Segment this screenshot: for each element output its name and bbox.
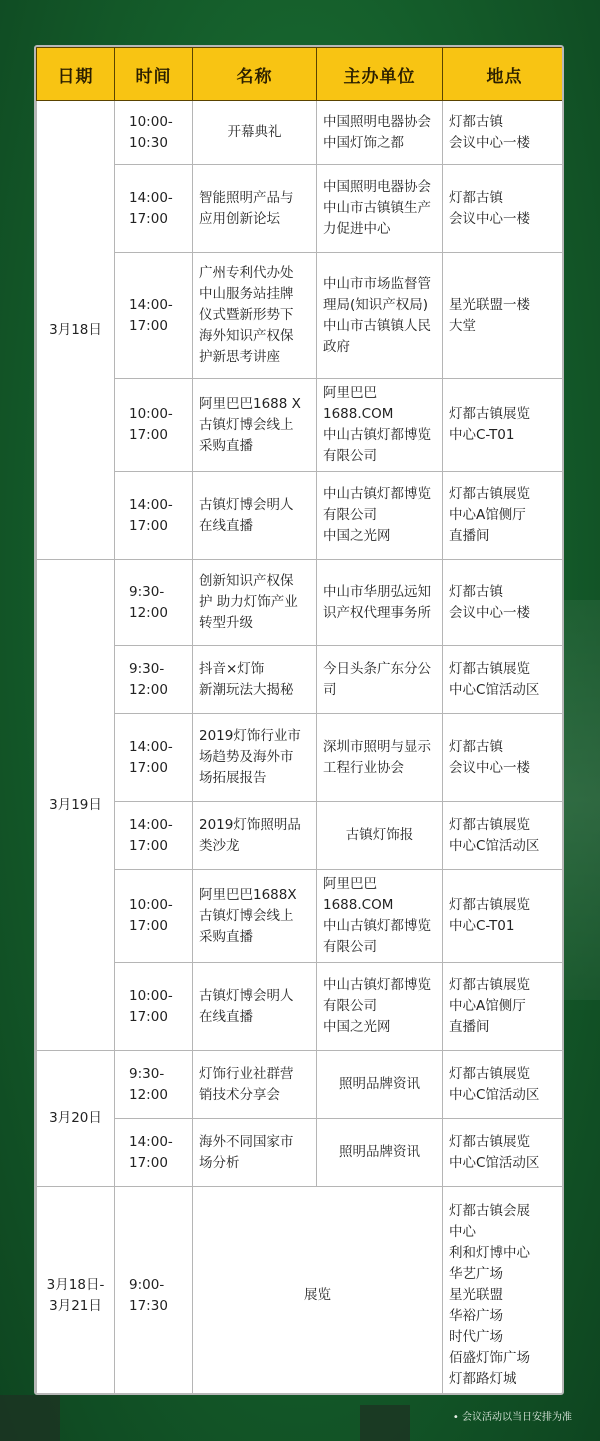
table-row xyxy=(37,802,565,870)
table-row xyxy=(37,1187,565,1396)
event-name-cell-line: 护 助力灯饰产业 xyxy=(199,594,298,610)
time-cell-line: 17:00 xyxy=(129,759,168,776)
time-cell-line: 17:00 xyxy=(129,517,168,534)
location-cell-line: 中心C馆活动区 xyxy=(449,837,540,854)
organizer-cell-line: 今日头条广东分公 xyxy=(323,660,431,677)
table-row xyxy=(37,1119,565,1187)
organizer-cell xyxy=(317,646,443,714)
event-name-cell xyxy=(193,379,317,472)
time-cell-line: 17:00 xyxy=(129,1154,168,1171)
organizer-cell xyxy=(317,379,443,472)
time-cell-line: 10:30 xyxy=(129,134,168,151)
event-name-cell xyxy=(193,714,317,802)
event-name-cell-line: 新潮玩法大揭秘 xyxy=(199,681,294,698)
time-cell xyxy=(115,472,193,560)
time-cell xyxy=(115,101,193,165)
schedule-card xyxy=(34,45,564,1395)
time-cell-line: 17:00 xyxy=(129,210,168,227)
event-name-cell-line: 在线直播 xyxy=(199,1008,253,1025)
time-cell xyxy=(115,165,193,253)
table-row xyxy=(37,165,565,253)
time-cell-line: 14:00- xyxy=(129,189,173,206)
schedule-table xyxy=(36,47,564,1395)
location-cell-line: 灯都古镇展览 xyxy=(449,1133,530,1150)
time-cell xyxy=(115,1051,193,1119)
event-name-cell-line: 场分析 xyxy=(199,1154,240,1171)
time-cell xyxy=(115,1187,193,1396)
location-cell-line: 灯都古镇展览 xyxy=(449,897,530,913)
location-cell-line: 利和灯博中心 xyxy=(449,1245,530,1261)
organizer-cell-line: 识产权代理事务所 xyxy=(323,604,431,621)
location-cell xyxy=(443,646,565,714)
time-cell-line: 14:00- xyxy=(129,1133,173,1150)
location-cell-line: 会议中心一楼 xyxy=(449,759,530,776)
organizer-cell-line: 照明品牌资讯 xyxy=(339,1144,420,1160)
location-cell-line: 灯都古镇 xyxy=(449,189,503,206)
time-cell-line: 10:00- xyxy=(129,406,173,422)
location-cell-line: 中心A馆侧厅 xyxy=(449,507,526,523)
location-cell-line: 直播间 xyxy=(449,1019,490,1035)
organizer-cell xyxy=(317,963,443,1051)
table-header-row xyxy=(37,48,565,101)
location-cell xyxy=(443,870,565,963)
event-name-cell xyxy=(193,802,317,870)
time-cell xyxy=(115,253,193,379)
time-cell-line: 17:00 xyxy=(129,317,168,334)
time-cell xyxy=(115,963,193,1051)
header-name: 名称 xyxy=(193,48,317,101)
location-cell-line: 中心C馆活动区 xyxy=(449,681,540,698)
location-cell-line: 灯都古镇展览 xyxy=(449,486,530,502)
date-cell: 3月20日 xyxy=(37,1051,115,1187)
date-cell xyxy=(37,1187,115,1396)
location-cell-line: 灯都古镇展览 xyxy=(449,1065,530,1082)
organizer-cell-line: 有限公司 xyxy=(323,998,377,1014)
date-cell: 3月19日 xyxy=(37,560,115,1051)
location-cell xyxy=(443,1051,565,1119)
location-cell-line: 直播间 xyxy=(449,528,490,544)
event-name-cell xyxy=(193,646,317,714)
organizer-cell xyxy=(317,1119,443,1187)
organizer-cell-line: 司 xyxy=(323,681,337,698)
location-cell-line: 大堂 xyxy=(449,317,476,334)
location-cell-line: 灯都古镇 xyxy=(449,583,503,600)
header-organizer: 主办单位 xyxy=(317,48,443,101)
organizer-cell-line: 有限公司 xyxy=(323,507,377,523)
location-cell-line: 灯都古镇展览 xyxy=(449,406,530,422)
organizer-cell-line: 中国照明电器协会 xyxy=(323,179,431,195)
organizer-cell-line: 中山古镇灯都博览 xyxy=(323,918,431,934)
time-cell-line: 9:00- xyxy=(129,1276,165,1293)
event-name-cell xyxy=(193,560,317,646)
organizer-cell xyxy=(317,802,443,870)
time-cell xyxy=(115,714,193,802)
location-cell xyxy=(443,1119,565,1187)
location-cell-line: 灯都古镇展览 xyxy=(449,977,530,993)
event-name-cell xyxy=(193,963,317,1051)
location-cell-line: 星光联盟一楼 xyxy=(449,296,530,313)
organizer-cell-line: 有限公司 xyxy=(323,939,377,955)
organizer-cell-line: 中国之光网 xyxy=(323,1019,391,1035)
location-cell-line: 灯都古镇 xyxy=(449,738,503,755)
event-name-cell-line: 在线直播 xyxy=(199,517,253,534)
time-cell xyxy=(115,802,193,870)
location-cell-line: 灯都路灯城 xyxy=(449,1371,517,1387)
event-name-cell-line: 广州专利代办处 xyxy=(199,265,294,281)
time-cell-line: 12:00 xyxy=(129,681,168,698)
location-cell-line: 华艺广场 xyxy=(449,1266,503,1282)
organizer-cell-line: 中山古镇灯都博览 xyxy=(323,977,431,993)
organizer-cell-line: 中山市市场监督管 xyxy=(323,275,431,292)
event-name-cell-line: 销技术分享会 xyxy=(199,1086,280,1103)
event-name-cell-line: 海外不同国家市 xyxy=(199,1133,294,1150)
table-row xyxy=(37,560,565,646)
organizer-cell-line: 力促进中心 xyxy=(323,221,391,237)
event-name-cell xyxy=(193,1051,317,1119)
location-cell-line: 中心C-T01 xyxy=(449,427,515,443)
time-cell-line: 14:00- xyxy=(129,738,173,755)
time-cell-line: 9:30- xyxy=(129,660,165,677)
time-cell xyxy=(115,379,193,472)
event-name-cell-line: 智能照明产品与 xyxy=(199,189,294,206)
time-cell-line: 17:30 xyxy=(129,1297,168,1314)
time-cell-line: 10:00- xyxy=(129,897,173,913)
location-cell-line: 中心C-T01 xyxy=(449,918,515,934)
organizer-cell-line: 中国之光网 xyxy=(323,528,391,544)
event-name-cell-line: 古镇灯博会线上 xyxy=(199,907,294,924)
time-cell xyxy=(115,646,193,714)
event-name-cell-line: 场拓展报告 xyxy=(199,770,267,786)
location-cell-line: 会议中心一楼 xyxy=(449,604,530,621)
organizer-cell-line: 有限公司 xyxy=(323,448,377,464)
event-name-cell-line: 护新思考讲座 xyxy=(199,349,280,365)
event-name-cell-line: 抖音×灯饰 xyxy=(199,660,265,677)
location-cell xyxy=(443,1187,565,1396)
header-date: 日期 xyxy=(37,48,115,101)
footnote: • 会议活动以当日安排为准 xyxy=(452,1412,572,1423)
event-name-cell-line: 2019灯饰照明品 xyxy=(199,816,301,833)
time-cell-line: 17:00 xyxy=(129,1008,168,1025)
organizer-cell-line: 理局(知识产权局) xyxy=(323,296,429,313)
time-cell-line: 17:00 xyxy=(129,918,168,934)
table-row xyxy=(37,870,565,963)
location-cell-line: 会议中心一楼 xyxy=(449,134,530,151)
organizer-cell-line: 政府 xyxy=(323,338,350,355)
time-cell-line: 17:00 xyxy=(129,837,168,854)
event-name-cell xyxy=(193,253,317,379)
event-name-cell xyxy=(193,870,317,963)
event-name-cell-line: 阿里巴巴1688 X xyxy=(199,395,301,412)
event-name-cell xyxy=(193,165,317,253)
event-name-cell-line: 类沙龙 xyxy=(199,837,240,854)
location-cell-line: 会议中心一楼 xyxy=(449,210,530,227)
background-sign xyxy=(560,600,600,1000)
organizer-cell-line: 中国照明电器协会 xyxy=(323,113,431,130)
organizer-cell-line: 中山市华朋弘远知 xyxy=(323,583,431,600)
event-name-cell-line: 创新知识产权保 xyxy=(199,573,294,589)
event-name-cell-line: 转型升级 xyxy=(199,615,253,631)
event-name-cell-line: 应用创新论坛 xyxy=(199,210,280,227)
location-cell xyxy=(443,101,565,165)
location-cell xyxy=(443,253,565,379)
time-cell-line: 9:30- xyxy=(129,1065,165,1082)
table-row xyxy=(37,379,565,472)
date-cell-line: 3月21日 xyxy=(49,1297,102,1314)
location-cell xyxy=(443,963,565,1051)
location-cell-line: 中心C馆活动区 xyxy=(449,1154,540,1171)
event-name-cell-line: 2019灯饰行业市 xyxy=(199,728,301,744)
event-name-cell-line: 古镇灯博会明人 xyxy=(199,496,294,513)
organizer-cell xyxy=(317,101,443,165)
header-time: 时间 xyxy=(115,48,193,101)
location-cell-line: 佰盛灯饰广场 xyxy=(449,1350,530,1366)
event-name-cell-line: 古镇灯博会线上 xyxy=(199,416,294,433)
time-cell-line: 17:00 xyxy=(129,427,168,443)
table-row xyxy=(37,646,565,714)
location-cell-line: 灯都古镇 xyxy=(449,113,503,130)
time-cell-line: 9:30- xyxy=(129,583,165,600)
organizer-cell-line: 中国灯饰之都 xyxy=(323,134,404,151)
organizer-cell-line: 中山古镇灯都博览 xyxy=(323,427,431,443)
location-cell-line: 华裕广场 xyxy=(449,1308,503,1324)
event-name-cell xyxy=(193,101,317,165)
event-name-cell-line: 采购直播 xyxy=(199,928,253,945)
time-cell xyxy=(115,560,193,646)
date-cell: 3月18日 xyxy=(37,101,115,560)
time-cell xyxy=(115,1119,193,1187)
header-location: 地点 xyxy=(443,48,565,101)
organizer-cell xyxy=(317,870,443,963)
table-row xyxy=(37,253,565,379)
organizer-cell xyxy=(317,1051,443,1119)
time-cell-line: 12:00 xyxy=(129,1086,168,1103)
organizer-cell-line: 中山古镇灯都博览 xyxy=(323,486,431,502)
table-row xyxy=(37,101,565,165)
location-cell xyxy=(443,379,565,472)
time-cell-line: 14:00- xyxy=(129,816,173,833)
time-cell xyxy=(115,870,193,963)
organizer-cell-line: 阿里巴巴1688.COM xyxy=(323,876,394,913)
date-cell-line: 3月18日- xyxy=(46,1276,105,1293)
table-body xyxy=(37,101,565,1396)
organizer-cell xyxy=(317,165,443,253)
location-cell xyxy=(443,560,565,646)
table-row xyxy=(37,1051,565,1119)
location-cell-line: 灯都古镇展览 xyxy=(449,816,530,833)
time-cell-line: 10:00- xyxy=(129,113,173,130)
background-building-mid xyxy=(360,1405,410,1441)
time-cell-line: 14:00- xyxy=(129,496,173,513)
organizer-cell xyxy=(317,472,443,560)
organizer-cell xyxy=(317,253,443,379)
event-name-cell-line: 仪式暨新形势下 xyxy=(199,307,294,323)
event-name-cell-line: 海外知识产权保 xyxy=(199,328,294,344)
event-name-cell-line: 灯饰行业社群营 xyxy=(199,1065,294,1082)
event-name-cell xyxy=(193,472,317,560)
organizer-cell xyxy=(317,560,443,646)
event-name-cell xyxy=(193,1119,317,1187)
event-name-cell-line: 开幕典礼 xyxy=(227,124,282,140)
location-cell xyxy=(443,472,565,560)
event-name-cell-line: 采购直播 xyxy=(199,437,253,454)
time-cell-line: 12:00 xyxy=(129,604,168,621)
time-cell-line: 14:00- xyxy=(129,296,173,313)
event-name-cell-line: 场趋势及海外市 xyxy=(199,749,294,765)
time-cell-line: 10:00- xyxy=(129,987,173,1004)
organizer-cell xyxy=(317,714,443,802)
location-cell-line: 灯都古镇会展 xyxy=(449,1203,530,1219)
exhibition-name-cell: 展览 xyxy=(193,1187,443,1396)
table-row xyxy=(37,714,565,802)
organizer-cell-line: 照明品牌资讯 xyxy=(339,1076,420,1092)
location-cell-line: 中心C馆活动区 xyxy=(449,1086,540,1103)
event-name-cell-line: 阿里巴巴1688X xyxy=(199,886,297,903)
location-cell xyxy=(443,802,565,870)
organizer-cell-line: 阿里巴巴1688.COM xyxy=(323,385,394,422)
table-row xyxy=(37,472,565,560)
organizer-cell-line: 古镇灯饰报 xyxy=(345,827,414,843)
location-cell xyxy=(443,165,565,253)
location-cell xyxy=(443,714,565,802)
location-cell-line: 灯都古镇展览 xyxy=(449,660,530,677)
background-building-left xyxy=(0,1395,60,1441)
location-cell-line: 星光联盟 xyxy=(449,1287,503,1303)
location-cell-line: 中心A馆侧厅 xyxy=(449,998,526,1014)
organizer-cell-line: 深圳市照明与显示 xyxy=(323,738,431,755)
event-name-cell-line: 古镇灯博会明人 xyxy=(199,987,294,1004)
organizer-cell-line: 中山市古镇镇人民 xyxy=(323,317,431,334)
location-cell-line: 中心 xyxy=(449,1224,476,1240)
table-row xyxy=(37,963,565,1051)
location-cell-line: 时代广场 xyxy=(449,1329,503,1345)
event-name-cell-line: 中山服务站挂牌 xyxy=(199,286,294,302)
organizer-cell-line: 工程行业协会 xyxy=(323,759,404,776)
organizer-cell-line: 中山市古镇镇生产 xyxy=(323,200,431,216)
